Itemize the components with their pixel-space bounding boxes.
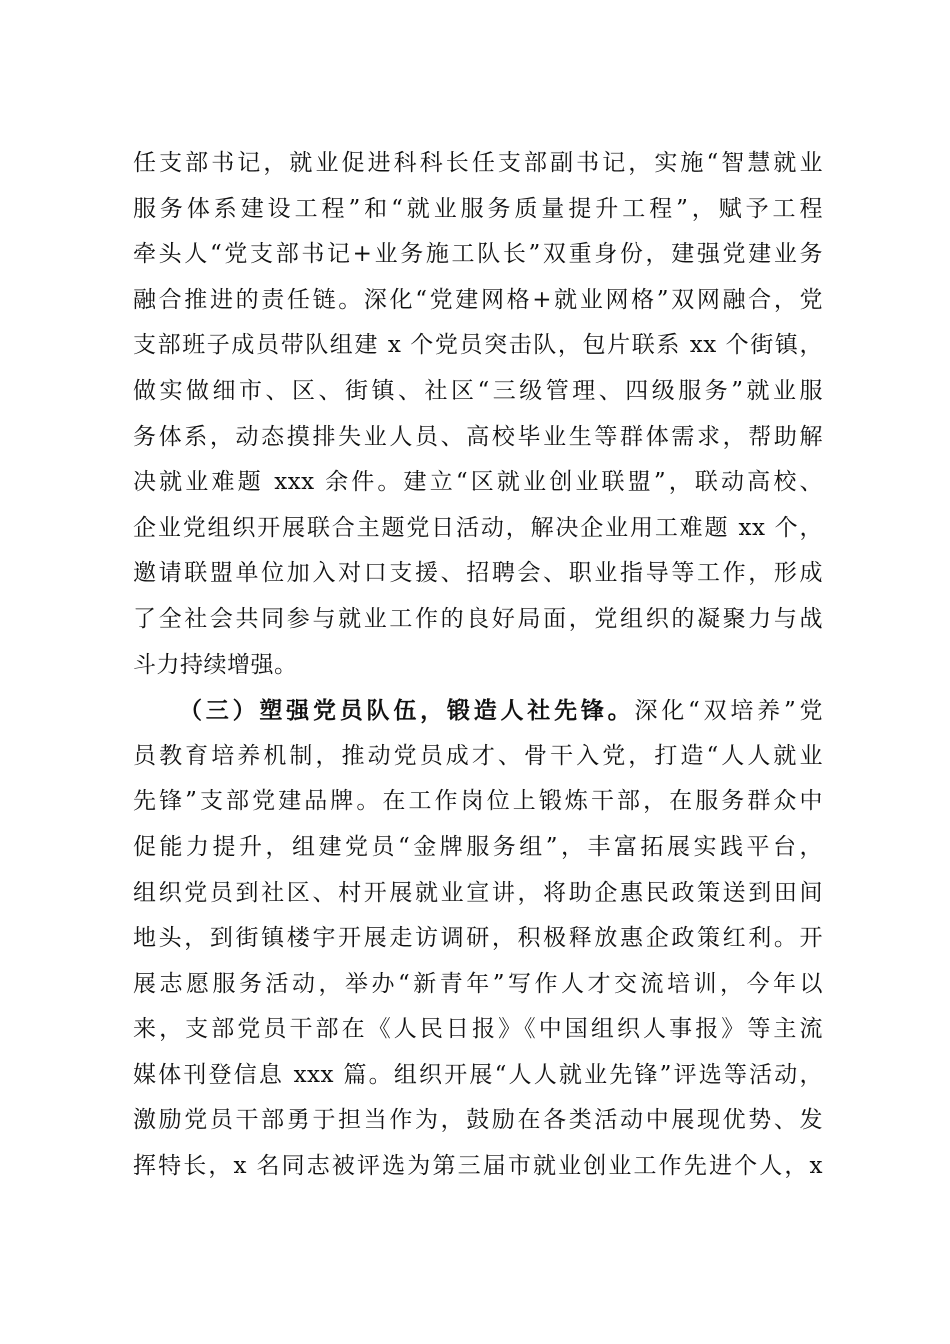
text-line: 做实做细市、区、街镇、社区“三级管理、四级服务”就业服 <box>133 377 823 404</box>
section-three-paragraph <box>133 688 823 1190</box>
text-line: 务体系，动态摸排失业人员、高校毕业生等群体需求，帮助解 <box>133 423 823 450</box>
text-line: 任支部书记，就业促进科科长任支部副书记，实施“智慧就业 <box>133 150 823 176</box>
text-line: 地头，到街镇楼宇开展走访调研，积极释放惠企政策红利。开 <box>133 925 823 952</box>
text-line: 员教育培养机制，推动党员成才、骨干入党，打造“人人就业 <box>133 742 823 769</box>
text-line: 激励党员干部勇于担当作为，鼓励在各类活动中展现优势、发 <box>133 1107 823 1134</box>
section-first-line-rest: 深化“双培养”党 <box>634 698 823 725</box>
paragraph-continued <box>133 141 823 688</box>
text-line: 融合推进的责任链。深化“党建网格+就业网格”双网融合，党 <box>133 286 823 313</box>
text-line: 媒体刊登信息 xxx 篇。组织开展“人人就业先锋”评选等活动， <box>133 1061 823 1088</box>
text-line: 了全社会共同参与就业工作的良好局面，党组织的凝聚力与战 <box>133 605 823 632</box>
text-line: 展志愿服务活动，举办“新青年”写作人才交流培训，今年以 <box>133 970 823 997</box>
text-line: 斗力持续增强。 <box>133 651 298 678</box>
text-line: 来，支部党员干部在《人民日报》《中国组织人事报》等主流 <box>133 1016 823 1043</box>
text-line: 企业党组织开展联合主题党日活动，解决企业用工难题 xx 个， <box>133 514 823 541</box>
body-text <box>133 141 823 1190</box>
text-line: 支部班子成员带队组建 x 个党员突击队，包片联系 xx 个街镇， <box>133 332 823 359</box>
text-line: 先锋”支部党建品牌。在工作岗位上锻炼干部，在服务群众中 <box>133 788 823 815</box>
text-line: 邀请联盟单位加入对口支援、招聘会、职业指导等工作，形成 <box>133 560 823 587</box>
text-line: 挥特长，x 名同志被评选为第三届市就业创业工作先进个人，x <box>133 1153 823 1180</box>
text-line: 牵头人“党支部书记+业务施工队长”双重身份，建强党建业务 <box>133 241 823 268</box>
text-line: 组织党员到社区、村开展就业宣讲，将助企惠民政策送到田间 <box>133 879 823 906</box>
text-line: 决就业难题 xxx 余件。建立“区就业创业联盟”，联动高校、 <box>133 469 823 496</box>
section-heading: （三）塑强党员队伍，锻造人社先锋。 <box>179 697 635 725</box>
text-line: 促能力提升，组建党员“金牌服务组”，丰富拓展实践平台， <box>133 833 823 860</box>
text-line: 服务体系建设工程”和“就业服务质量提升工程”，赋予工程 <box>133 195 823 222</box>
section-first-line <box>133 688 823 734</box>
